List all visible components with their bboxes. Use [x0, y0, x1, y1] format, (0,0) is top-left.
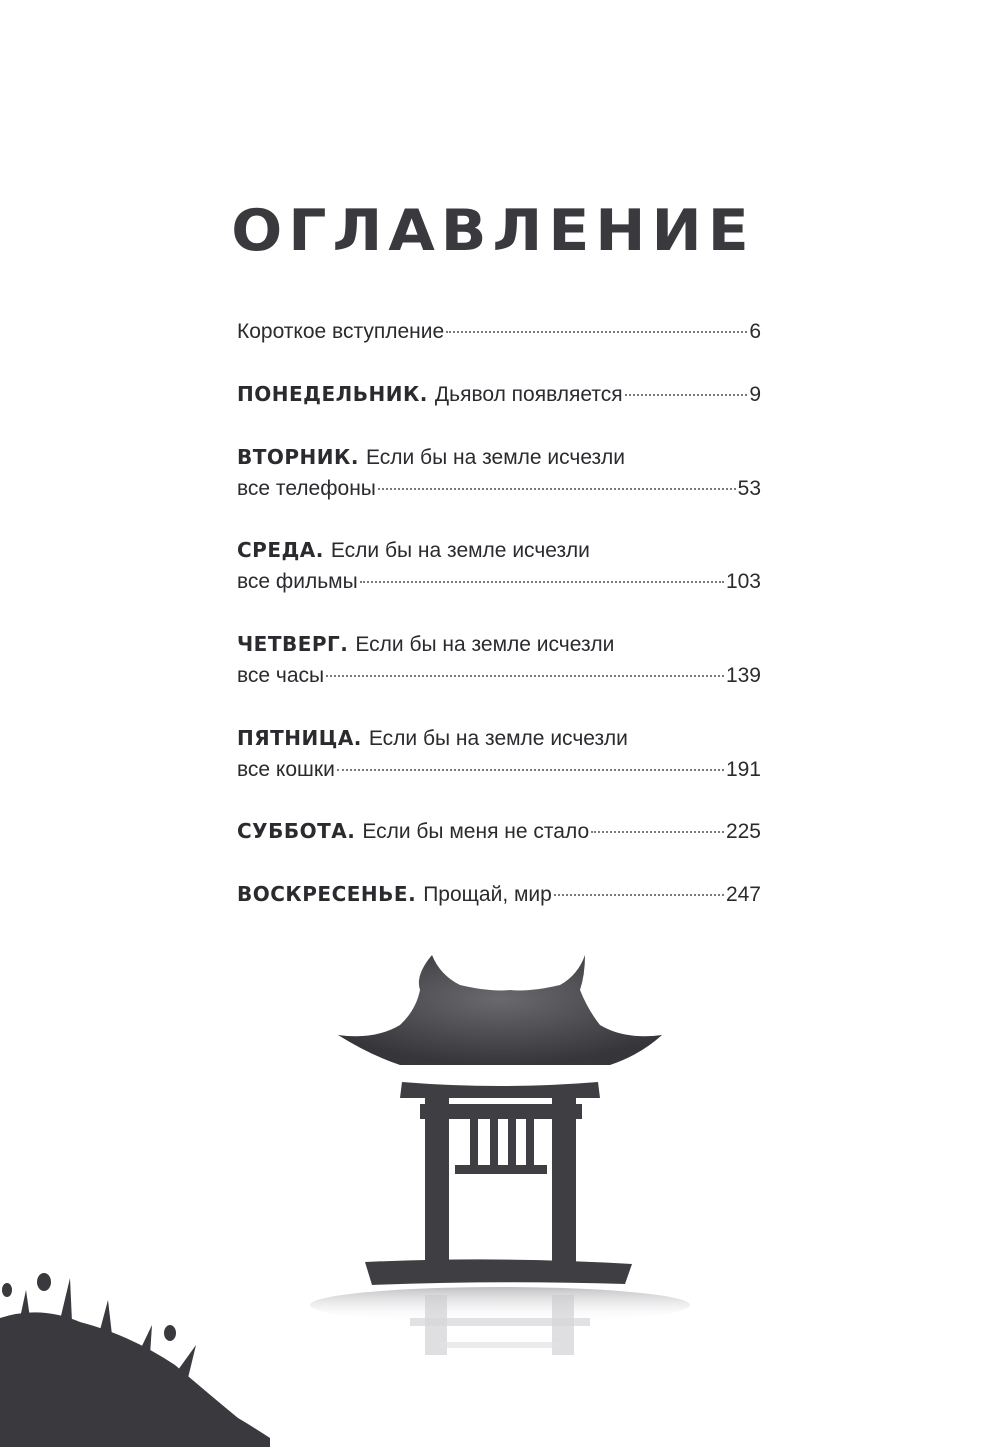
pagoda-roof — [338, 955, 662, 1065]
page-number: 247 — [725, 883, 761, 906]
page-number: 225 — [725, 820, 761, 843]
page-title: ОГЛАВЛЕНИЕ — [231, 197, 755, 265]
toc-entry[interactable] — [237, 316, 761, 347]
entry-text: Если бы на земле исчезли — [330, 539, 590, 562]
toc-entry[interactable] — [237, 629, 761, 691]
day-heading: ВОСКРЕСЕНЬЕ. — [237, 882, 417, 906]
toc-entry[interactable] — [237, 879, 761, 910]
entry-text: Прощай, мир — [423, 883, 552, 906]
torii-gate — [365, 1082, 632, 1285]
entry-text: Если бы меня не стало — [362, 820, 590, 843]
dot-leader — [326, 675, 724, 677]
page-number: 103 — [725, 570, 761, 593]
day-heading: СРЕДА. — [237, 538, 324, 562]
entry-text-continued: все кошки — [237, 758, 335, 781]
entry-text-continued: все телефоны — [237, 477, 376, 500]
day-heading: СУББОТА. — [237, 819, 356, 843]
dot-leader — [625, 394, 748, 396]
page-number: 191 — [725, 758, 761, 781]
entry-text: Дьявол появляется — [434, 383, 623, 406]
page-number: 53 — [737, 477, 761, 500]
page-number: 6 — [749, 320, 761, 343]
entry-text: Короткое вступление — [237, 320, 445, 343]
grass-hill — [0, 1273, 270, 1447]
entry-text-continued: все фильмы — [237, 570, 358, 593]
day-heading: ПЯТНИЦА. — [237, 726, 362, 750]
dot-leader — [337, 769, 724, 771]
toc-entry[interactable] — [237, 723, 761, 785]
dot-leader — [591, 831, 724, 833]
day-heading: ЧЕТВЕРГ. — [237, 632, 349, 656]
dot-leader — [554, 894, 724, 896]
dot-leader — [378, 488, 736, 490]
dot-leader — [446, 331, 747, 333]
toc-entry[interactable] — [237, 816, 761, 847]
entry-text: Если бы на земле исчезли — [365, 446, 625, 469]
toc-entry[interactable] — [237, 442, 761, 504]
entry-text: Если бы на земле исчезли — [368, 727, 628, 750]
table-of-contents — [237, 316, 761, 910]
water-reflection — [310, 1287, 690, 1355]
page-number: 139 — [725, 664, 761, 687]
dot-leader — [360, 581, 724, 583]
toc-entry[interactable] — [237, 379, 761, 410]
day-heading: ПОНЕДЕЛЬНИК. — [237, 382, 428, 406]
entry-text-continued: все часы — [237, 664, 325, 687]
page-number: 9 — [749, 383, 761, 406]
day-heading: ВТОРНИК. — [237, 445, 359, 469]
entry-text: Если бы на земле исчезли — [355, 633, 615, 656]
torii-gate-icon — [0, 940, 986, 1447]
toc-entry[interactable] — [237, 535, 761, 597]
